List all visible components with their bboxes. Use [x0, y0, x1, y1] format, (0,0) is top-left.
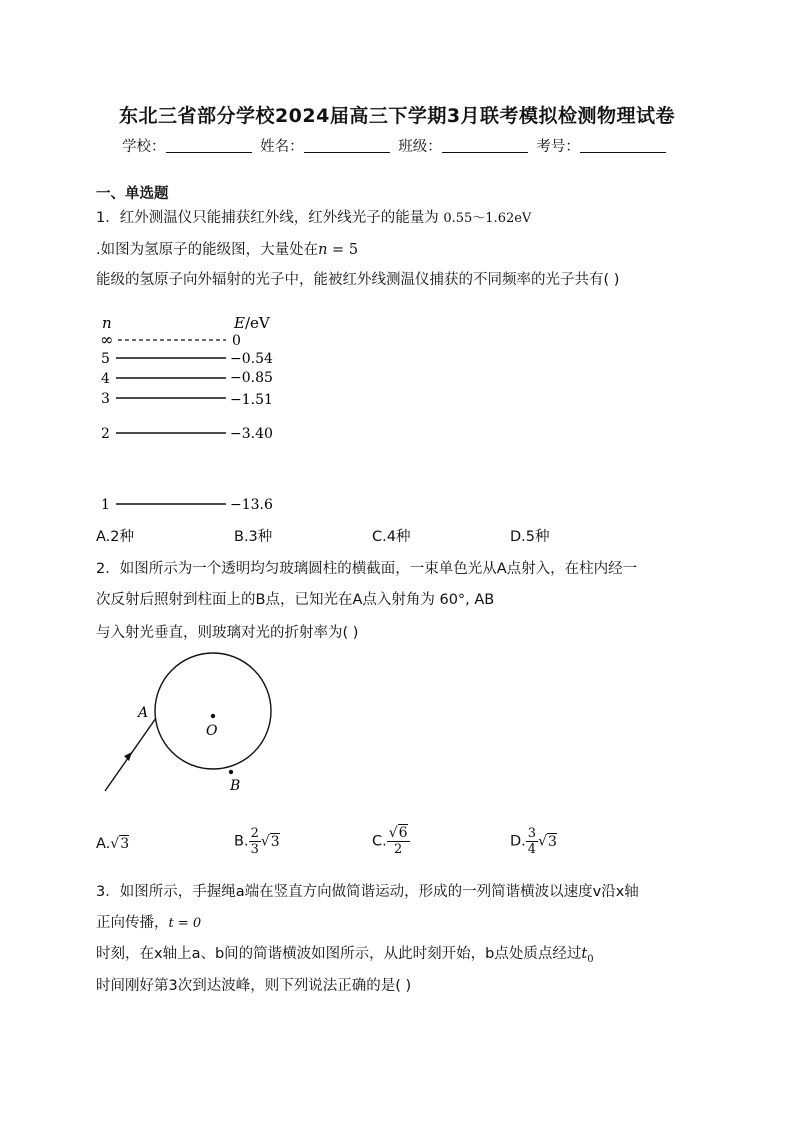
q2-line2: 次反射后照射到柱面上的B点，已知光在A点入射角为 60°, AB	[96, 592, 495, 608]
q1-line2-text: .如图为氢原子的能级图，大量处在	[96, 242, 319, 258]
q3-line3-text: 时刻，在x轴上a、b间的简谐横波如图所示，从此时刻开始，b点处质点经过	[96, 946, 582, 962]
q1-line2	[96, 238, 358, 259]
q1-n-value: = 5	[327, 242, 359, 258]
level-n-4: 4	[101, 371, 110, 387]
level-e-4: −0.85	[230, 370, 273, 386]
cylinder-cross-section	[155, 653, 271, 769]
glass-cylinder-diagram	[96, 650, 286, 800]
q2-option-a-value: √3	[110, 836, 130, 852]
q1-option-b[interactable]: B.3种	[234, 529, 273, 545]
label-a: A	[138, 705, 149, 721]
energy-level-diagram	[92, 308, 292, 518]
level-e-5: −0.54	[230, 351, 273, 367]
page-title: 东北三省部分学校2024届高三下学期3月联考模拟检测物理试卷	[118, 105, 676, 127]
q2-option-b-root: √3	[260, 833, 280, 850]
q3-t0-var: t	[581, 946, 588, 962]
q2-line1: 2．如图所示为一个透明均匀玻璃圆柱的横截面，一束单色光从A点射入，在柱内经一	[96, 561, 638, 577]
section-title: 一、单选题	[96, 186, 169, 202]
energy-axis-label: E/eV	[234, 314, 270, 332]
level-e-2: −3.40	[230, 426, 273, 442]
center-point-o	[211, 714, 215, 718]
label-o: O	[206, 723, 218, 739]
q2-option-d-root: √3	[538, 833, 557, 850]
q1-n-var: n	[318, 242, 328, 258]
q3-line4: 时间刚好第3次到达波峰，则下列说法正确的是( )	[96, 978, 412, 994]
ray-arrow-icon	[124, 752, 132, 761]
q1-option-c[interactable]: C.4种	[372, 529, 411, 545]
point-b	[229, 770, 233, 774]
q2-option-b-fraction: $\frac{2}{3}$	[250, 826, 259, 857]
n-axis-label: n	[102, 314, 112, 332]
label-b: B	[230, 778, 241, 794]
exam-number-label: 考号：	[536, 139, 580, 155]
level-n-2: 2	[101, 426, 110, 442]
class-blank[interactable]	[442, 138, 528, 153]
name-blank[interactable]	[304, 138, 390, 153]
school-label: 学校：	[122, 139, 166, 155]
q2-option-b-label: B.	[234, 833, 249, 850]
q2-option-a-label: A.	[96, 836, 111, 852]
q1-line1	[96, 206, 531, 227]
level-e-inf: 0	[232, 333, 241, 349]
q1-option-a[interactable]: A.2种	[96, 529, 134, 545]
q2-option-c-label: C.	[372, 833, 387, 850]
exam-number-blank[interactable]	[580, 138, 666, 153]
q2-option-d-fraction: $\frac{3}{4}$	[527, 826, 537, 857]
level-n-5: 5	[101, 351, 110, 367]
q2-option-d[interactable]	[510, 826, 557, 857]
q2-option-c-fraction: $\frac{√6}{2}$	[388, 825, 408, 857]
level-e-3: −1.51	[230, 392, 273, 408]
level-n-1: 1	[101, 497, 110, 513]
q2-option-c[interactable]	[372, 826, 410, 857]
q3-line2-text: 正向传播，	[96, 915, 169, 931]
class-label: 班级：	[398, 139, 442, 155]
level-e-1: −13.6	[230, 497, 273, 513]
student-info-line	[122, 135, 670, 156]
q3-line2	[96, 911, 201, 932]
q2-option-b[interactable]	[234, 826, 280, 857]
q1-energy-range: 0.55～1.62eV	[443, 211, 532, 226]
q2-option-a[interactable]	[96, 836, 129, 852]
q1-option-d[interactable]: D.5种	[510, 529, 550, 545]
school-blank[interactable]	[166, 138, 252, 153]
q3-t0-sub: 0	[587, 953, 594, 965]
q3-time-zero: t = 0	[168, 916, 202, 931]
q2-option-d-label: D.	[510, 833, 526, 850]
name-label: 姓名：	[260, 139, 304, 155]
q3-line1: 3．如图所示，手握绳a端在竖直方向做简谐运动，形成的一列简谐横波以速度v沿x轴	[96, 884, 639, 900]
q1-line3: 能级的氢原子向外辐射的光子中，能被红外线测温仪捕获的不同频率的光子共有( )	[96, 272, 620, 288]
q2-line3: 与入射光垂直，则玻璃对光的折射率为( )	[96, 625, 359, 641]
level-n-3: 3	[101, 391, 110, 407]
q3-line3	[96, 942, 594, 965]
level-n-inf: ∞	[100, 330, 114, 349]
q1-text: 1．红外测温仪只能捕获红外线，红外线光子的能量为	[96, 210, 439, 226]
